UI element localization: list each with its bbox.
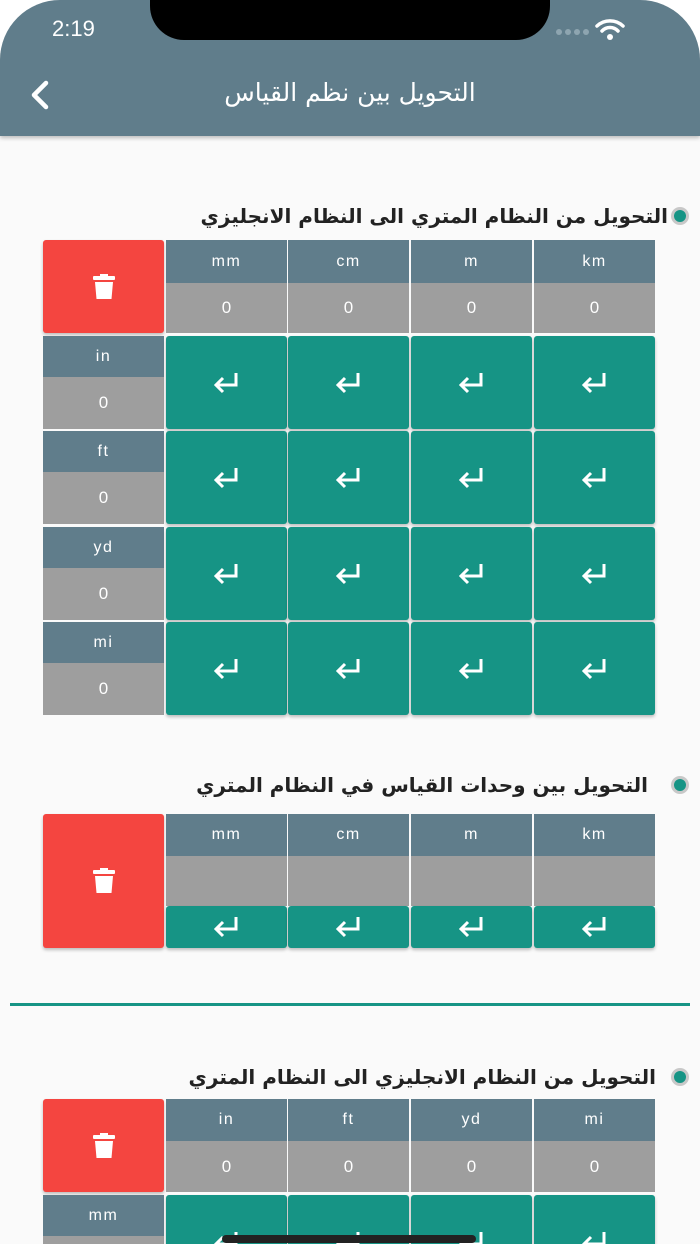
row-yd: [43, 527, 164, 620]
return-arrow-icon: [457, 915, 487, 939]
column-yd: [411, 1099, 532, 1192]
convert-button-in-cm[interactable]: [288, 336, 409, 429]
trash-icon: [92, 1133, 116, 1159]
return-arrow-icon: [334, 562, 364, 586]
convert-button-km[interactable]: [534, 906, 655, 948]
unit-label: ft: [43, 431, 164, 472]
section-title-text: التحويل بين وحدات القياس في النظام المتري: [196, 773, 648, 797]
return-arrow-icon: [212, 371, 242, 395]
convert-button-mi-m[interactable]: [411, 622, 532, 715]
column-cm: [288, 814, 409, 948]
return-arrow-icon: [334, 657, 364, 681]
return-arrow-icon: [580, 562, 610, 586]
signal-icon: [556, 29, 589, 35]
convert-button-ft-km[interactable]: [534, 431, 655, 524]
value-field[interactable]: 0: [288, 283, 409, 333]
value-field[interactable]: 0: [166, 283, 287, 333]
convert-button-ft-mm[interactable]: [166, 431, 287, 524]
unit-label: km: [534, 814, 655, 856]
unit-label: cm: [288, 240, 409, 283]
return-arrow-icon: [580, 371, 610, 395]
clear-button[interactable]: [43, 240, 164, 333]
unit-label: mm: [166, 240, 287, 283]
value-field[interactable]: 0: [534, 283, 655, 333]
convert-button-mi-cm[interactable]: [288, 622, 409, 715]
conversion-grid-english-to-metric: [43, 1099, 655, 1244]
return-arrow-icon: [334, 371, 364, 395]
unit-label: yd: [43, 527, 164, 568]
convert-button-ft-m[interactable]: [411, 431, 532, 524]
page-title: التحويل بين نظم القياس: [224, 78, 476, 107]
convert-button-in-mm[interactable]: [166, 336, 287, 429]
return-arrow-icon: [580, 657, 610, 681]
unit-label: yd: [411, 1099, 532, 1141]
return-arrow-icon: [334, 466, 364, 490]
value-field[interactable]: 0: [534, 1141, 655, 1192]
convert-button-yd-m[interactable]: [411, 527, 532, 620]
convert-button-ft-cm[interactable]: [288, 431, 409, 524]
trash-icon: [92, 274, 116, 300]
column-cm: [288, 240, 409, 333]
return-arrow-icon: [580, 1230, 610, 1244]
column-m: [411, 240, 532, 333]
conversion-grid-within-metric: [43, 814, 655, 948]
section-title-text: التحويل من النظام الانجليزي الى النظام المتري: [188, 1065, 656, 1089]
section-title-text: التحويل من النظام المتري الى النظام الانجليزي: [200, 204, 668, 228]
convert-button-mi-km[interactable]: [534, 622, 655, 715]
column-mi: [534, 1099, 655, 1192]
return-arrow-icon: [457, 371, 487, 395]
convert-button-mm-mi[interactable]: [534, 1195, 655, 1244]
value-field[interactable]: 0: [43, 377, 164, 429]
return-arrow-icon: [212, 562, 242, 586]
bullet-icon: [674, 1071, 686, 1083]
convert-button-yd-mm[interactable]: [166, 527, 287, 620]
return-arrow-icon: [212, 466, 242, 490]
return-arrow-icon: [334, 915, 364, 939]
clear-button[interactable]: [43, 814, 164, 948]
value-input[interactable]: [288, 856, 409, 906]
unit-label: ft: [288, 1099, 409, 1141]
wifi-icon: [595, 18, 625, 40]
section-title-english-to-metric: [189, 1065, 686, 1089]
notch: [150, 0, 550, 40]
value-field[interactable]: 0: [43, 568, 164, 620]
section-divider: [10, 1003, 690, 1006]
convert-button-m[interactable]: [411, 906, 532, 948]
return-arrow-icon: [457, 657, 487, 681]
convert-button-cm[interactable]: [288, 906, 409, 948]
value-field[interactable]: [43, 1236, 164, 1244]
convert-button-yd-km[interactable]: [534, 527, 655, 620]
unit-label: in: [43, 336, 164, 377]
column-m: [411, 814, 532, 948]
status-time: 2:19: [52, 16, 95, 41]
return-arrow-icon: [580, 915, 610, 939]
value-field[interactable]: 0: [43, 472, 164, 524]
unit-label: mm: [166, 814, 287, 856]
return-arrow-icon: [212, 657, 242, 681]
unit-label: km: [534, 240, 655, 283]
unit-label: mm: [43, 1195, 164, 1236]
convert-button-in-m[interactable]: [411, 336, 532, 429]
column-km: [534, 240, 655, 333]
row-ft: [43, 431, 164, 524]
bullet-icon: [674, 210, 686, 222]
row-mi: [43, 622, 164, 715]
row-in: [43, 336, 164, 429]
column-ft: [288, 1099, 409, 1192]
value-field[interactable]: 0: [166, 1141, 287, 1192]
unit-label: mi: [43, 622, 164, 663]
value-field[interactable]: 0: [43, 663, 164, 715]
column-mm: [166, 240, 287, 333]
column-in: [166, 1099, 287, 1192]
app-bar: [0, 0, 700, 136]
clear-button[interactable]: [43, 1099, 164, 1192]
value-field[interactable]: 0: [288, 1141, 409, 1192]
value-field[interactable]: 0: [411, 1141, 532, 1192]
convert-button-yd-cm[interactable]: [288, 527, 409, 620]
return-arrow-icon: [580, 466, 610, 490]
unit-label: m: [411, 814, 532, 856]
return-arrow-icon: [457, 466, 487, 490]
unit-label: in: [166, 1099, 287, 1141]
row-mm: [43, 1195, 164, 1244]
trash-icon: [92, 868, 116, 894]
column-km: [534, 814, 655, 948]
value-field[interactable]: 0: [411, 283, 532, 333]
value-input[interactable]: [534, 856, 655, 906]
column-mm: [166, 814, 287, 948]
home-indicator[interactable]: [222, 1235, 476, 1243]
bullet-icon: [674, 779, 686, 791]
section-title-metric-to-english: [201, 204, 686, 228]
conversion-grid-metric-to-english: [43, 240, 655, 716]
unit-label: cm: [288, 814, 409, 856]
value-input[interactable]: [411, 856, 532, 906]
unit-label: m: [411, 240, 532, 283]
return-arrow-icon: [212, 915, 242, 939]
unit-label: mi: [534, 1099, 655, 1141]
convert-button-in-km[interactable]: [534, 336, 655, 429]
convert-button-mm[interactable]: [166, 906, 287, 948]
section-title-within-metric: [196, 773, 686, 797]
convert-button-mi-mm[interactable]: [166, 622, 287, 715]
return-arrow-icon: [457, 562, 487, 586]
value-input[interactable]: [166, 856, 287, 906]
